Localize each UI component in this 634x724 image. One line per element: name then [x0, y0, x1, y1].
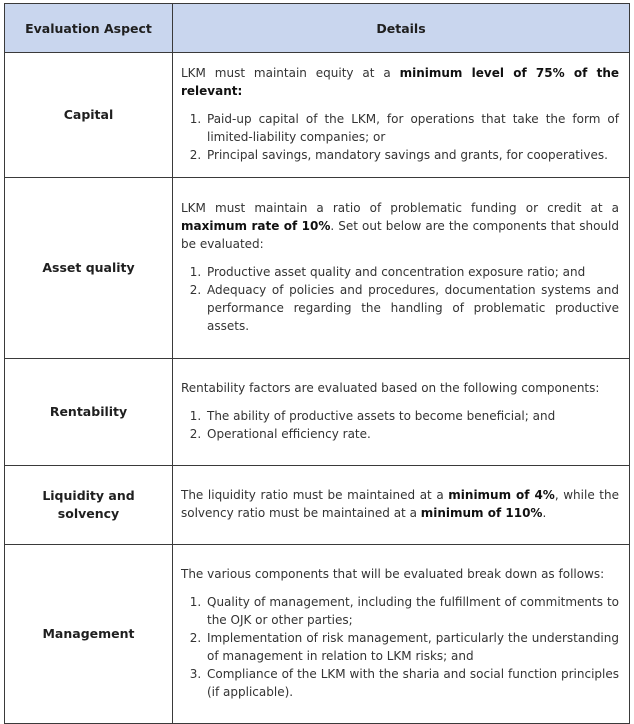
- list-item: 2. Operational efficiency rate.: [205, 425, 619, 443]
- header-row: [5, 4, 630, 53]
- header-details: Details: [173, 4, 630, 53]
- intro-text: The various components that will be evaluated break down as follows:: [181, 567, 605, 581]
- list-item: 1. The ability of productive assets to become beneficial; and: [205, 407, 619, 425]
- details-cell: [173, 53, 630, 178]
- aspect-cell: Asset quality: [5, 178, 173, 359]
- list-item: 3. Compliance of the LKM with the sharia and social function principles (if applicable).: [205, 665, 619, 701]
- aspect-cell: Management: [5, 545, 173, 724]
- aspect-cell: Rentability: [5, 359, 173, 466]
- list-item: 2. Adequacy of policies and procedures, documentation systems and performance regarding the handling of problematic productive assets.: [205, 281, 619, 335]
- component-list: [181, 593, 619, 701]
- table-row-capital: [5, 53, 630, 178]
- table-row-asset-quality: [5, 178, 630, 359]
- list-item: 2. Principal savings, mandatory savings and grants, for cooperatives.: [205, 146, 619, 164]
- list-item: 1. Paid-up capital of the LKM, for operations that take the form of limited-liability companies; or: [205, 110, 619, 146]
- aspect-cell: Liquidity and solvency: [5, 466, 173, 545]
- intro-text: LKM must maintain a ratio of problematic funding or credit at a maximum rate of 10%. Set out below are the components that should be evaluated:: [181, 201, 619, 251]
- component-list: [181, 407, 619, 443]
- table-row-management: [5, 545, 630, 724]
- aspect-cell: Capital: [5, 53, 173, 178]
- header-evaluation-aspect: Evaluation Aspect: [5, 4, 173, 53]
- details-cell: The liquidity ratio must be maintained at a minimum of 4%, while the solvency ratio must be maintained at a minimum of 110%.: [173, 466, 630, 545]
- component-list: [181, 263, 619, 335]
- table-row-rentability: [5, 359, 630, 466]
- intro-text: Rentability factors are evaluated based on the following components:: [181, 381, 600, 395]
- component-list: [181, 110, 619, 164]
- table-row-liquidity-solvency: [5, 466, 630, 545]
- list-item: 1. Productive asset quality and concentration exposure ratio; and: [205, 263, 619, 281]
- list-item: 2. Implementation of risk management, particularly the understanding of management in relation to LKM risks; and: [205, 629, 619, 665]
- details-cell: [173, 359, 630, 466]
- intro-text: LKM must maintain equity at a minimum level of 75% of the relevant:: [181, 66, 620, 98]
- evaluation-table: [4, 3, 630, 724]
- details-cell: [173, 178, 630, 359]
- list-item: 1. Quality of management, including the fulfillment of commitments to the OJK or other parties;: [205, 593, 619, 629]
- details-cell: [173, 545, 630, 724]
